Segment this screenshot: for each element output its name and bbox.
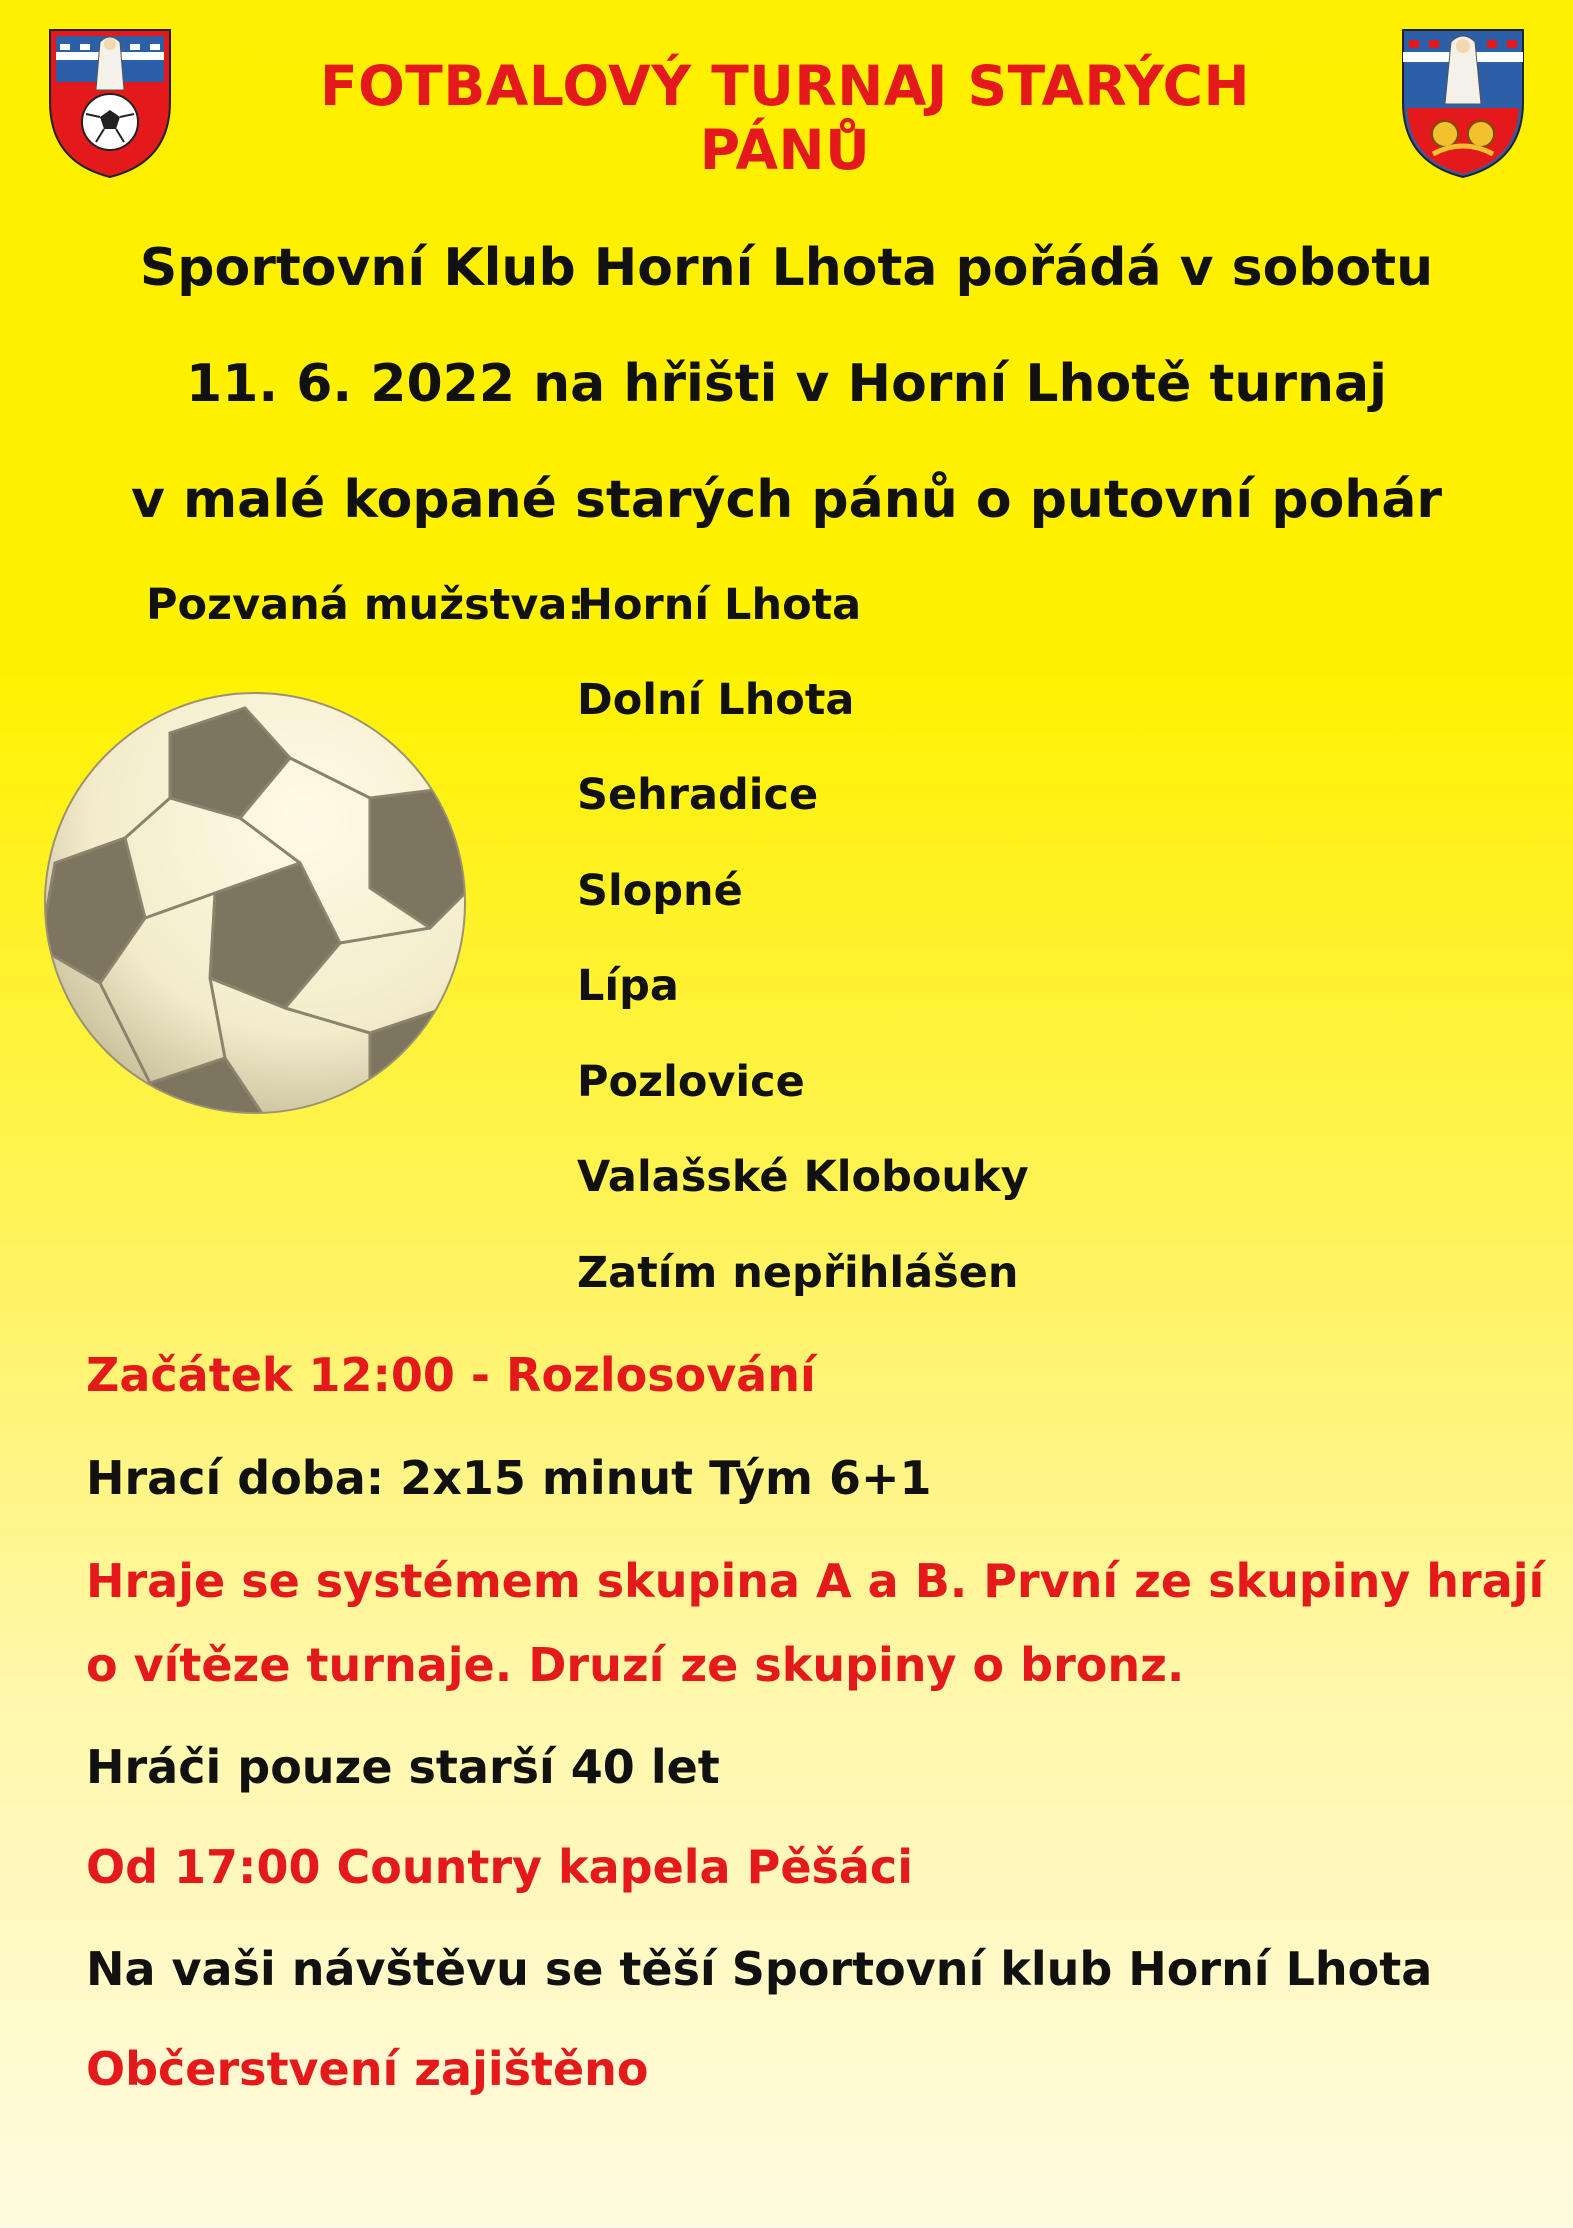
start-time: Začátek 12:00 - Rozlosování	[86, 1348, 816, 1402]
village-coat-of-arms-icon	[1393, 22, 1533, 182]
age-requirement: Hráči pouze starší 40 let	[86, 1740, 720, 1794]
welcome-text: Na vaši návštěvu se těší Sportovní klub Horní Lhota	[86, 1942, 1433, 1996]
team-item: Valašské Klobouky	[577, 1152, 1029, 1202]
playing-time: Hrací doba: 2x15 minut Tým 6+1	[86, 1451, 932, 1505]
soccer-ball-icon	[40, 688, 470, 1118]
club-crest-icon	[40, 22, 180, 182]
poster-title: FOTBALOVÝ TURNAJ STARÝCH PÁNŮ	[319, 54, 1250, 182]
team-item: Zatím nepřihlášen	[577, 1248, 1019, 1298]
team-item: Lípa	[577, 961, 679, 1011]
refreshments-text: Občerstvení zajištěno	[86, 2042, 649, 2096]
intro-line-1: Sportovní Klub Horní Lhota pořádá v sobotu	[139, 238, 1434, 298]
system-line-1: Hraje se systémem skupina A a B. První ze skupiny hrají	[86, 1554, 1545, 1608]
intro-line-3: v malé kopané starých pánů o putovní pohár	[130, 470, 1443, 530]
team-item: Slopné	[577, 866, 743, 916]
team-item: Horní Lhota	[577, 580, 862, 630]
team-item: Pozlovice	[577, 1057, 805, 1107]
teams-label: Pozvaná mužstva:	[146, 580, 585, 630]
team-item: Sehradice	[577, 770, 819, 820]
intro-line-2: 11. 6. 2022 na hřišti v Horní Lhotě turnaj	[186, 354, 1387, 414]
team-item: Dolní Lhota	[577, 675, 855, 725]
system-line-2: o vítěze turnaje. Druzí ze skupiny o bronz.	[86, 1638, 1185, 1692]
band-info: Od 17:00 Country kapela Pěšáci	[86, 1840, 913, 1894]
